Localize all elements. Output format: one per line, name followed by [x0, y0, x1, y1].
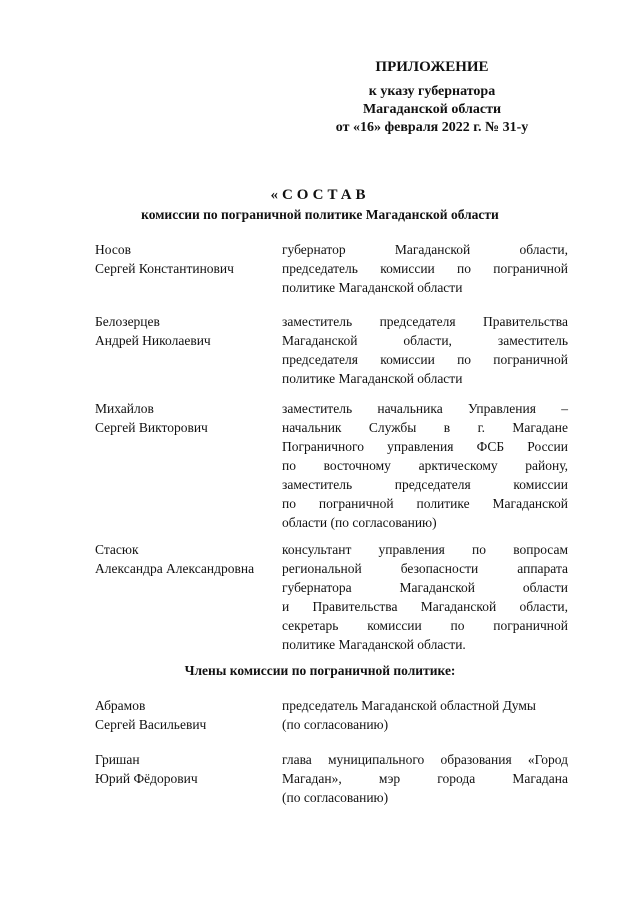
role-line: губернатора Магаданской области	[282, 580, 568, 595]
role-line: Магадан», мэр города Магадана	[282, 771, 568, 786]
role-line: Пограничного управления ФСБ России	[282, 439, 568, 454]
person-name	[95, 312, 280, 350]
role-line: (по согласованию)	[282, 717, 389, 732]
surname: Белозерцев	[95, 314, 160, 329]
person-name	[95, 240, 280, 278]
surname: Стасюк	[95, 542, 139, 557]
appendix-block	[312, 58, 552, 137]
role-line: председатель Магаданской областной Думы	[282, 698, 536, 713]
surname: Носов	[95, 242, 131, 257]
role-line: заместитель начальника Управления –	[282, 401, 568, 416]
role-line: глава муниципального образования «Город	[282, 752, 568, 767]
person-role	[282, 312, 568, 388]
given-names: Андрей Николаевич	[95, 333, 211, 348]
person-role	[282, 399, 568, 532]
appendix-line: Магаданской области	[362, 102, 502, 117]
role-line: по пограничной политике Магаданской	[282, 496, 568, 511]
role-line: Магаданской области, заместитель	[282, 333, 568, 348]
appendix-heading: ПРИЛОЖЕНИЕ	[375, 59, 489, 75]
role-line: заместитель председателя Правительства	[282, 314, 568, 329]
surname: Михайлов	[95, 401, 154, 416]
role-line: (по согласованию)	[282, 790, 389, 805]
members-heading: Члены комиссии по пограничной политике:	[184, 663, 456, 678]
person-name	[95, 540, 280, 578]
given-names: Сергей Константинович	[95, 261, 234, 276]
person-role	[282, 240, 568, 297]
role-line: заместитель председателя комиссии	[282, 477, 568, 492]
role-line: секретарь комиссии по пограничной	[282, 618, 568, 633]
person-name	[95, 399, 280, 437]
role-line: и Правительства Магаданской области,	[282, 599, 568, 614]
role-line: председателя комиссии по пограничной	[282, 352, 568, 367]
surname: Гришан	[95, 752, 140, 767]
role-line: политике Магаданской области	[282, 280, 463, 295]
role-line: региональной безопасности аппарата	[282, 561, 568, 576]
appendix-line: к указу губернатора	[368, 84, 496, 99]
role-line: по восточному арктическому району,	[282, 458, 568, 473]
person-role	[282, 540, 568, 654]
role-line: губернатор Магаданской области,	[282, 242, 568, 257]
role-line: политике Магаданской области.	[282, 637, 466, 652]
person-role	[282, 696, 568, 734]
role-line: консультант управления по вопросам	[282, 542, 568, 557]
document-subtitle: комиссии по пограничной политике Магаданской области	[141, 207, 499, 222]
role-line: области (по согласованию)	[282, 515, 437, 530]
person-name	[95, 696, 280, 734]
given-names: Александра Александровна	[95, 561, 255, 576]
role-line: начальник Службы в г. Магадане	[282, 420, 568, 435]
role-line: политике Магаданской области	[282, 371, 463, 386]
appendix-line: от «16» февраля 2022 г. № 31-у	[335, 120, 529, 135]
surname: Абрамов	[95, 698, 146, 713]
given-names: Сергей Васильевич	[95, 717, 207, 732]
given-names: Сергей Викторович	[95, 420, 208, 435]
role-line: председатель комиссии по пограничной	[282, 261, 568, 276]
person-role	[282, 750, 568, 807]
person-name	[95, 750, 280, 788]
given-names: Юрий Фёдорович	[95, 771, 198, 786]
document-title: «СОСТАВ	[270, 187, 370, 203]
